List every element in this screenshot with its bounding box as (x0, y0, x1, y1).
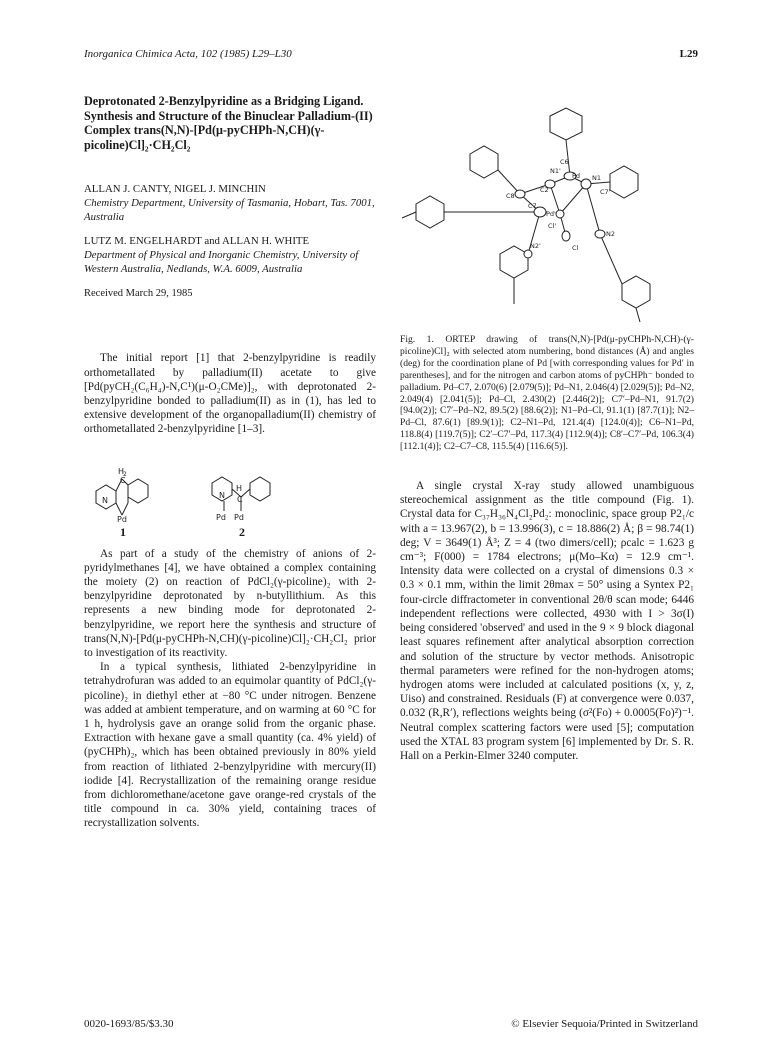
footer-copyright: © Elsevier Sequoia/Printed in Switzerland (511, 1018, 698, 1030)
ortep-figure (400, 94, 694, 334)
svg-text:N: N (219, 490, 225, 500)
atom-label-c2: C2 (540, 186, 549, 194)
structure-drawing (84, 445, 376, 541)
paragraph-study: As part of a study of the chemistry of anions of 2-pyridylmethanes [4], we have obtained a complex containing the moiety (2) on reaction of PdCl₂(γ-picoline)₂ with 2-benzylpyridine deprotonated by n-butyllithium. As this represents a new binding mode for deprotonated 2-benzylpyridine, we report here the synthesis and structure of trans(N,N)-[Pd(μ-pyCHPh-N,CH)(γ-picoline)Cl]₂·CH₂Cl₂ prior to investigation of its reactivity. (84, 547, 376, 660)
atom-label-c7: C7 (528, 202, 537, 210)
structure-label-1: 1 (120, 524, 126, 539)
atom-label-cl: Cl (572, 244, 579, 252)
right-column (400, 94, 694, 763)
atom-label-n2p: N2' (530, 242, 541, 250)
atom-label-pdp: Pd' (546, 210, 556, 218)
atom-label-c7p: C7' (600, 188, 611, 196)
atom-label-c6: C6 (560, 158, 569, 166)
atom-label-n1: N1 (592, 174, 601, 182)
svg-text:H: H (236, 483, 243, 493)
article-title: Deprotonated 2-Benzylpyridine as a Bridging Ligand. Synthesis and Structure of the Binuclear Palladium-(II) Complex trans(N,N)-[Pd(μ-pyCHPh-N,CH)(γ-picoline)Cl]₂·CH₂Cl₂ (84, 94, 373, 152)
authors-group-2: LUTZ M. ENGELHARDT and ALLAN H. WHITE (84, 235, 310, 248)
paragraph-synthesis: In a typical synthesis, lithiated 2-benzylpyridine in tetrahydrofuran was added to an equimolar quantity of PdCl₂(γ-picoline)₂ in diethyl ether at −80 °C under nitrogen. Benzene was added at ambient temperature, and on warming at 60 °C for 1 h, hydrolysis gave an orange solid from the organic phase. Extraction with hexane gave a small quantity (ca. 4% yield) of (pyCHPh)₂, which has been obtained previously in 80% yield from reaction of lithiated 2-benzylpyridine with mercury(II) iodide [4]. Recrystallization of the remaining orange residue from dichloromethane/acetone gave orange-red crystals of the title compound in ca. 30% yield, containing traces of recrystallization solvents. (84, 661, 376, 830)
authors-group-1: ALLAN J. CANTY, NIGEL J. MINCHIN (84, 183, 266, 196)
left-column (84, 94, 376, 831)
ortep-drawing (400, 94, 694, 334)
svg-text:2: 2 (123, 470, 127, 478)
atom-label-c8: C8 (506, 192, 515, 200)
atom-label-n1p: N1' (550, 167, 561, 175)
received-date: Received March 29, 1985 (84, 288, 193, 300)
paragraph-intro: The initial report [1] that 2-benzylpyridine is readily orthometallated by palladium(II) acetate to give [Pd(pyCH₂(C₆H₄)-N,C¹)(μ-O₂CMe)]₂, with deprotonated 2-benzylpyridine bonded to palladium(II) as in (1), has led to extensive development of the organopalladium(II) chemistry of orthometallated 2-benzylpyridine [1–3]. (84, 352, 376, 436)
atom-label-clp: Cl' (548, 222, 557, 230)
svg-text:C: C (120, 475, 126, 485)
structure-diagrams (84, 445, 376, 541)
affiliation-1: Chemistry Department, University of Tasmania, Hobart, Tas. 7001, Australia (84, 197, 375, 224)
svg-text:Pd: Pd (216, 512, 226, 522)
affiliation-2: Department of Physical and Inorganic Chemistry, University of Western Australia, Nedlands, W.A. 6009, Australia (84, 249, 359, 276)
svg-text:Pd: Pd (234, 512, 244, 522)
svg-text:H: H (118, 466, 125, 476)
footer-code: 0020-1693/85/$3.30 (84, 1018, 174, 1030)
figure-caption: Fig. 1. ORTEP drawing of trans(N,N)-[Pd(μ-pyCHPh-N,CH)-(γ-picoline)Cl]₂ with selected atom numbering, bond distances (Å) and angles (deg) for the coordination plane of Pd [with corresponding values for Pd′ in parentheses], and for the nitrogen and carbon atoms of pyCHPh⁻ bonded to palladium. Pd–C7, 2.070(6) [2.079(5)]; Pd–N1, 2.046(4) [2.029(5)]; Pd–N2, 2.049(4) [2.041(5)]; Pd–Cl, 2.430(2) [2.446(2)]; C7′–Pd–N1, 91.7(2) [94.0(2)]; C7′–Pd–N2, 89.5(2) [88.6(2)]; N1–Pd–Cl, 91.1(1) [87.7(1)]; N2–Pd–Cl, 87.6(1) [89.9(1)]; C2–N1–Pd, 121.4(4) [124.0(4)]; C6–N1–Pd, 118.8(4) [119.7(5)]; C2′–C7′–Pd, 117.3(4) [112.9(4)]; C8′–C7′–Pd, 106.3(4) [112.1(4)]; C2–C7–C8, 115.5(4) [116.6(5)]. (400, 334, 694, 453)
atom-label-n2: N2 (606, 230, 615, 238)
journal-header: Inorganica Chimica Acta, 102 (1985) L29–L30 (84, 48, 292, 60)
structure-label-2: 2 (239, 524, 245, 539)
svg-text:N: N (102, 495, 108, 505)
svg-text:Pd: Pd (117, 514, 127, 524)
page-number: L29 (679, 48, 698, 60)
svg-text:C: C (237, 494, 243, 504)
paragraph-crystal-data: A single crystal X-ray study allowed unambiguous stereochemical assignment as the title compound (Fig. 1). Crystal data for C₃₇H₃₆N₄Cl₂Pd₂: monoclinic, space group P2₁/c with a = 13.967(2), b = 13.996(3), c = 18.886(2) Å; β = 98.74(1) deg; V = 3649(1) Å³; Z = 4 (two dimers/cell); ρcalc = 1.623 g cm⁻³; F(000) = 1784 electrons; μ(Mo–Kα) = 12.9 cm⁻¹. Intensity data were collected on a crystal of dimensions 0.3 × 0.3 × 0.1 mm, within the limit 2θmax = 50° using a Syntex P2₁ four-circle diffractometer in conventional 2θ/θ scan mode; 6446 independent reflections were collected, 4930 with I > 3σ(I) being considered 'observed' and used in the 9 × 9 block diagonal least squares refinement after analytical absorption correction and solution of the structure by vector methods. Anisotropic thermal parameters were refined for the non-hydrogen atoms; hydrogen atoms were included at calculated positions (x, y, z, Uiso) and constrained. Residuals (F) at convergence were 0.037, 0.032 (R,R′), reflections weights being (σ²(Fo) + 0.0005(Fo)²)⁻¹. Neutral complex scattering factors were used [5]; computation used the XTAL 83 program system [6] implemented by Dr. S. R. Hall on a Perkin-Elmer 3240 computer. (400, 480, 694, 762)
atom-label-pd-upper: Pd (572, 172, 581, 180)
